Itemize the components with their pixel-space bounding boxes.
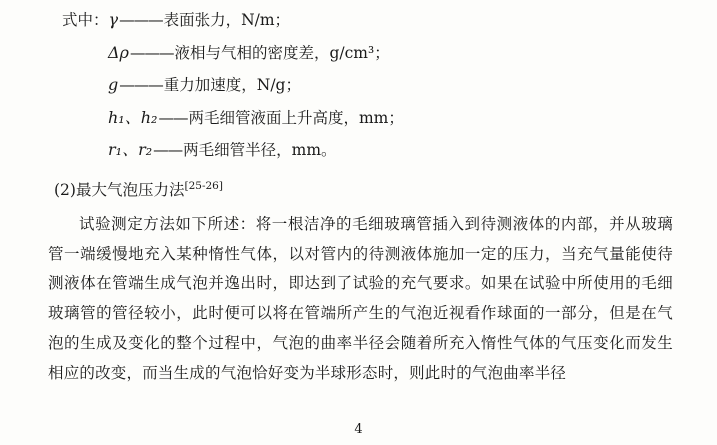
section-citation: [25-26] — [184, 179, 223, 192]
definition-text: 表面张力，N/m； — [163, 11, 291, 29]
definition-symbol: h₁、h₂ — [108, 107, 158, 127]
page-number: 4 — [354, 422, 363, 437]
section-heading — [54, 178, 673, 200]
definition-line — [108, 108, 673, 128]
definition-text: 两毛细管液面上升高度，mm； — [188, 108, 404, 127]
definition-dash: ——— — [129, 43, 174, 62]
definition-intro: 式中： — [62, 11, 109, 29]
definition-text: 两毛细管半径，mm。 — [183, 141, 337, 160]
section-title: 最大气泡压力法 — [75, 180, 185, 199]
body-paragraph: 试验测定方法如下所述：将一根洁净的毛细玻璃管插入到待测液体的内部，并从玻璃管一端缓慢地充入某种惰性气体，以对管内的待测液体施加一定的压力，当充气量能使待测液体在管端生成气泡并逸出时，即达到了试验的充气要求。如果在试验中所使用的毛细玻璃管的管径较小，此时便可以将在管端所产生的气泡近视看作球面的一部分，但是在气泡的生成及变化的整个过程中，气泡的曲率半径会随着所充入惰性气体的气压变化而发生相应的改变，而当生成的气泡恰好变为半球形态时，则此时的气泡曲率半径 — [48, 214, 673, 382]
definition-text: 液相与气相的密度差，g/cm³； — [174, 43, 390, 62]
definition-dash: —— — [153, 141, 183, 160]
definition-line — [108, 43, 673, 63]
definition-symbol: γ — [108, 10, 119, 29]
definition-dash: ——— — [119, 76, 163, 95]
definition-symbol: r₁、r₂ — [108, 140, 153, 160]
definition-line — [108, 75, 673, 95]
section-number: (2) — [54, 180, 76, 199]
definition-text: 重力加速度，N/g； — [163, 76, 301, 95]
definition-dash: ——— — [119, 11, 163, 29]
page-content — [48, 10, 673, 388]
definition-line — [108, 140, 673, 160]
definition-symbol: g — [108, 75, 119, 95]
definition-dash: —— — [158, 108, 188, 127]
definition-symbol: Δρ — [108, 42, 129, 62]
definition-line — [62, 10, 673, 30]
